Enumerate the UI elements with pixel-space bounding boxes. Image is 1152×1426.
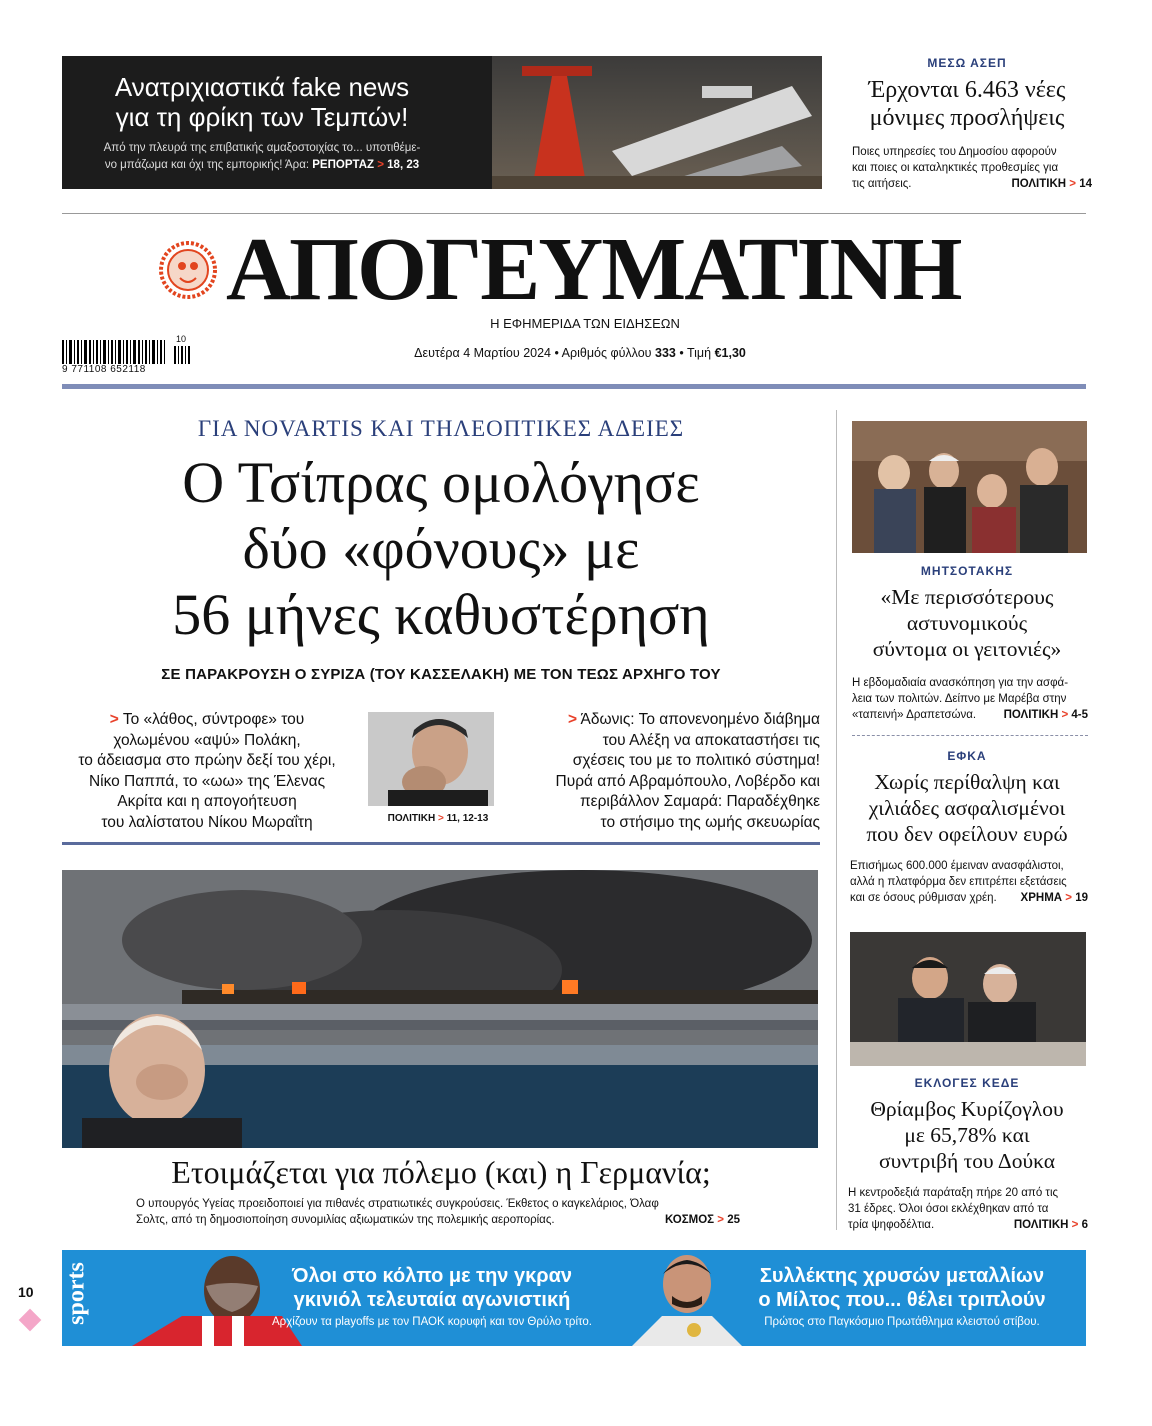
- price: €1,30: [714, 346, 746, 360]
- efka-body-line3: και σε όσους ρύθμισαν χρέη. ΧΡΗΜΑ > 19: [850, 892, 1088, 904]
- kede-title-line3: συντριβή του Δούκα: [878, 1149, 1056, 1173]
- tsipras-photo: [368, 712, 494, 806]
- germany-ref[interactable]: ΚΟΣΜΟΣ > 25: [665, 1214, 740, 1226]
- asep-body: [852, 144, 1092, 192]
- efka-title-line1: Χωρίς περίθαλψη και: [874, 770, 1060, 794]
- issue-line: Δευτέρα 4 Μαρτίου 2024 • Αριθμός φύλλου 333 • Τιμή €1,30: [414, 346, 746, 360]
- lead-right-line2: του Αλέξη να αποκαταστήσει τις: [602, 731, 820, 749]
- masthead-title: ΑΠΟΓΕΥΜΑΤΙΝΗ: [226, 220, 961, 319]
- top-banner-title-line1: Ανατριχιαστικά fake news: [114, 72, 410, 102]
- crimea-bridge-photo: [62, 870, 818, 1148]
- scholz-photo: [62, 990, 242, 1148]
- mitsotakis-body-line3: «ταπεινή» Δραπετσώνα. ΠΟΛΙΤΙΚΗ > 4-5: [852, 709, 1088, 721]
- asep-kicker: ΜΕΣΩ ΑΣΕΠ: [927, 56, 1007, 70]
- lead-left-line3: το άδειασμα στο πρώην δεξί του χέρι,: [78, 752, 336, 769]
- mitsotakis-photo: [852, 421, 1087, 553]
- kede-title-line1: Θρίαμβος Κυρίζογλου: [870, 1097, 1064, 1121]
- sports-label: sports: [63, 1262, 90, 1325]
- kede-story[interactable]: [842, 1076, 1092, 1174]
- mitsotakis-kicker: ΜΗΤΣΟΤΑΚΗΣ: [920, 564, 1014, 578]
- sports-left-sub: Αρχίζουν τα playoffs με τον ΠΑΟΚ κορυφή και τον Θρύλο τρίτο.: [272, 1316, 592, 1328]
- barcode: [62, 334, 202, 376]
- kede-title-line2: με 65,78% και: [904, 1123, 1030, 1147]
- efka-title-line2: χιλιάδες ασφαλισμένοι: [868, 796, 1066, 820]
- asep-story[interactable]: [842, 56, 1092, 132]
- sports-left-story[interactable]: [262, 1264, 602, 1328]
- page-marker-icon: [19, 1309, 42, 1332]
- top-banner-ref[interactable]: ΡΕΠΟΡΤΑΖ > 18, 23: [312, 159, 420, 171]
- issue-number: 333: [655, 346, 676, 360]
- germany-headline: Ετοιμάζεται για πόλεμο (και) η Γερμανία;: [171, 1154, 711, 1190]
- asep-title-line2: μόνιμες προσλήψεις: [869, 105, 1065, 131]
- masthead-rule: [62, 384, 1086, 389]
- sports-left-title-line1: Όλοι στο κόλπο με την γκραν: [291, 1265, 573, 1287]
- efka-kicker: ΕΦΚΑ: [947, 749, 987, 763]
- lead-headline-line2: δύο «φόνους» με: [242, 516, 640, 581]
- asep-body-line1: Ποιες υπηρεσίες του Δημοσίου αφορούν: [852, 146, 1057, 158]
- mitsotakis-title-line1: «Με περισσότερους: [880, 585, 1054, 609]
- germany-body-line1: Ο υπουργός Υγείας προειδοποιεί για πιθανές στρατιωτικές συγκρούσεις. Έκθετος ο καγκελάριος, Όλαφ: [136, 1198, 659, 1210]
- lead-left-line1: > Το «λάθος, σύντροφε» του: [109, 711, 305, 728]
- kede-title: [842, 1096, 1092, 1174]
- germany-body-line2: Σολτς, από τη δημοσιοποίηση συνομιλίας αξιωματικών της πολεμικής αεροπορίας. ΚΟΣΜΟΣ > 25: [136, 1214, 740, 1226]
- masthead-tagline: Η ΕΦΗΜΕΡΙΔΑ ΤΩΝ ΕΙΔΗΣΕΩΝ: [490, 316, 680, 331]
- mitsotakis-body: [852, 675, 1088, 723]
- lead-headline-line1: Ο Τσίπρας ομολόγησε: [182, 450, 700, 515]
- top-banner-sub-line1: Από την πλευρά της επιβατικής αμαξοστοιχίας το... υποτιθέμε-: [103, 142, 421, 154]
- sports-banner[interactable]: [62, 1250, 1086, 1346]
- top-banner-title-line2: για τη φρίκη των Τεμπών!: [115, 102, 409, 132]
- efka-title-line3: που δεν οφείλουν ευρώ: [866, 822, 1068, 846]
- right-column-rule: [836, 410, 837, 1230]
- kede-body-line3: τρία ψηφοδέλτια. ΠΟΛΙΤΙΚΗ > 6: [848, 1219, 1088, 1231]
- efka-body-line2: αλλά η πλατφόρμα δεν επιτρέπει εξετάσεις: [850, 876, 1067, 888]
- sports-right-title-line1: Συλλέκτης χρυσών μεταλλίων: [759, 1265, 1045, 1287]
- efka-ref[interactable]: ΧΡΗΜΑ > 19: [1020, 892, 1088, 904]
- lead-headline: [62, 450, 820, 648]
- kede-kicker: ΕΚΛΟΓΕΣ ΚΕΔΕ: [914, 1076, 1020, 1090]
- efka-body: [850, 858, 1088, 906]
- price-label: Τιμή: [686, 346, 712, 360]
- kede-body-line2: 31 έδρες. Όλοι όσοι εκλέχθηκαν από τα: [848, 1203, 1049, 1215]
- mitsotakis-ref[interactable]: ΠΟΛΙΤΙΚΗ > 4-5: [1003, 709, 1088, 721]
- lead-story[interactable]: [62, 416, 820, 683]
- lead-left-line2: χολωμένου «αψύ» Πολάκη,: [113, 731, 301, 749]
- lead-right-line1: > Άδωνις: Το απονενοημένο διάβημα: [568, 711, 820, 728]
- sports-right-story[interactable]: [742, 1264, 1062, 1328]
- asep-title-line1: Έρχονται 6.463 νέες: [868, 77, 1066, 103]
- train-wreck-photo: [492, 56, 822, 189]
- top-divider: [62, 213, 1086, 214]
- athlete-photo: [622, 1250, 752, 1346]
- lead-left-line4: Νίκο Παππά, το «ωω» της Έλενας: [88, 772, 326, 790]
- germany-body: [136, 1196, 740, 1228]
- asep-body-line2: και ποιες οι καταληκτικές προθεσμίες για: [852, 162, 1059, 174]
- issue-label: Αριθμός φύλλου: [561, 346, 652, 360]
- mitsotakis-title-line3: σύντομα οι γειτονιές»: [872, 637, 1062, 661]
- lead-subhead: ΣΕ ΠΑΡΑΚΡΟΥΣΗ Ο ΣΥΡΙΖΑ (ΤΟΥ ΚΑΣΣΕΛΑΚΗ) ΜΕ ΤΟΝ ΤΕΩΣ ΑΡΧΗΓΟ ΤΟΥ: [161, 666, 721, 683]
- page-number: 10: [18, 1284, 34, 1300]
- sports-right-sub: Πρώτος στο Παγκόσμιο Πρωτάθλημα κλειστού στίβου.: [764, 1316, 1040, 1328]
- mitsotakis-title-line2: αστυνομικούς: [906, 611, 1028, 635]
- top-banner-sub-line2: νο μπάζωμα και όχι της εμπορικής! Άρα: ΡΕΠΟΡΤΑΖ > 18, 23: [104, 159, 420, 171]
- kede-body-line1: Η κεντροδεξιά παράταξη πήρε 20 από τις: [848, 1187, 1059, 1199]
- kede-ref[interactable]: ΠΟΛΙΤΙΚΗ > 6: [1013, 1219, 1088, 1231]
- top-banner[interactable]: [62, 56, 822, 189]
- asep-body-line3: τις αιτήσεις. ΠΟΛΙΤΙΚΗ > 14: [852, 178, 1092, 190]
- owl-logo: [158, 240, 218, 300]
- mitsotakis-body-line1: Η εβδομαδιαία ανασκόπηση για την ασφά-: [852, 677, 1069, 689]
- efka-title: [842, 769, 1092, 847]
- mitsotakis-body-line2: λεια των πολιτών. Δείπνο με Μαρέβα στην: [852, 693, 1067, 705]
- barcode-number: 9 771108 652118: [62, 364, 146, 375]
- asep-ref[interactable]: ΠΟΛΙΤΙΚΗ > 14: [1011, 178, 1092, 190]
- sports-right-title-line2: ο Μίλτος που... θέλει τριπλούν: [758, 1289, 1046, 1311]
- efka-story[interactable]: [842, 749, 1092, 847]
- divider-efka: [852, 735, 1088, 736]
- lead-right-column: [515, 710, 820, 833]
- kede-body: [848, 1185, 1088, 1233]
- lead-right-line3: σχέσεις του με το πολιτικό σύστημα!: [572, 752, 820, 769]
- issue-date: Δευτέρα 4 Μαρτίου 2024: [414, 346, 551, 360]
- efka-body-line1: Επισήμως 600.000 έμειναν ανασφάλιστοι,: [850, 860, 1064, 872]
- lead-rule: [62, 842, 820, 845]
- kede-photo: [850, 932, 1086, 1066]
- mitsotakis-story[interactable]: [842, 564, 1092, 662]
- lead-left-line5: Ακρίτα και η απογοήτευση: [117, 793, 297, 810]
- lead-headline-line3: 56 μήνες καθυστέρηση: [172, 582, 710, 647]
- lead-right-line5: περιβάλλον Σαμαρά: Παραδέχθηκε: [579, 793, 820, 810]
- lead-right-line6: το στήσιμο της ωμής σκευωρίας: [600, 813, 820, 831]
- lead-ref[interactable]: ΠΟΛΙΤΙΚΗ > 11, 12-13: [387, 813, 489, 824]
- sports-left-title-line2: γκινιόλ τελευταία αγωνιστική: [293, 1289, 571, 1311]
- mitsotakis-title: [842, 584, 1092, 662]
- lead-left-line6: του λαλίστατου Νίκου Μωραΐτη: [101, 813, 313, 831]
- lead-left-column: [62, 710, 352, 833]
- lead-kicker: ΓΙΑ NOVARTIS ΚΑΙ ΤΗΛΕΟΠΤΙΚΕΣ ΑΔΕΙΕΣ: [197, 416, 685, 441]
- lead-right-line4: Πυρά από Αβραμόπουλο, Λοβέρδο και: [555, 772, 820, 790]
- barcode-addon: 10: [176, 334, 187, 344]
